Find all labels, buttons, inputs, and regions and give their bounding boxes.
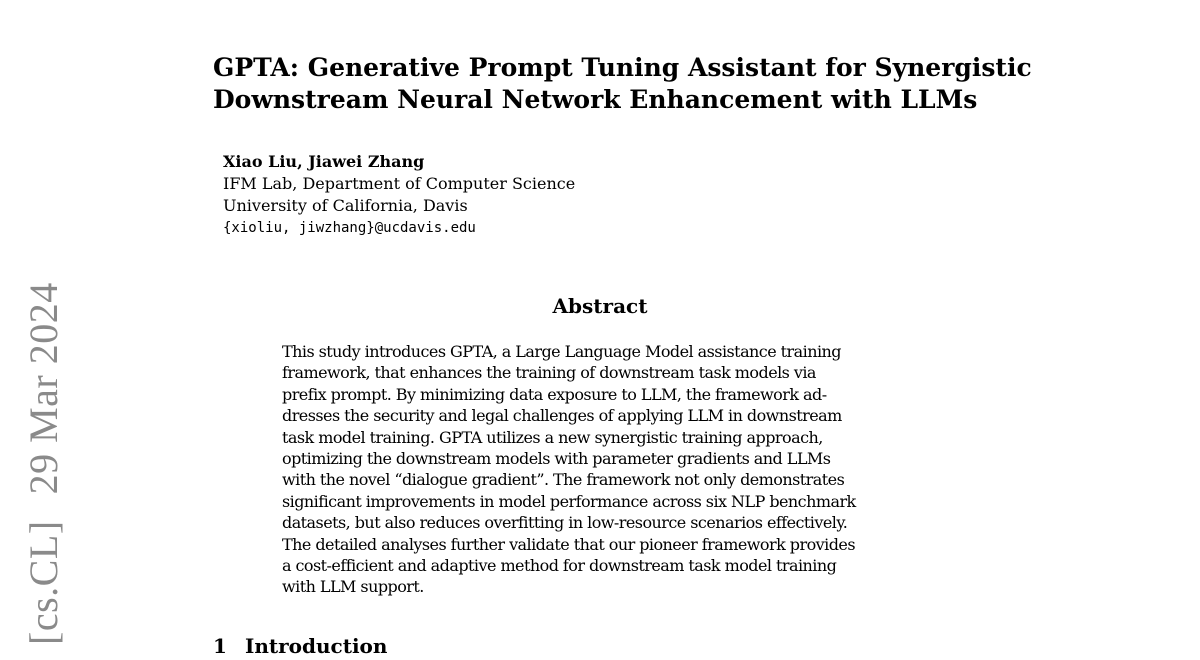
title-line: Downstream Neural Network Enhancement with LLMs <box>213 85 978 114</box>
title-line: GPTA: Generative Prompt Tuning Assistant for Synergistic <box>213 53 1032 82</box>
abstract-line: with LLM support. <box>282 577 424 597</box>
abstract-heading: Abstract <box>552 294 648 318</box>
abstract-line: datasets, but also reduces overfitting in low-resource scenarios effectively. <box>282 513 848 533</box>
abstract-line: optimizing the downstream models with parameter gradients and LLMs <box>282 449 831 469</box>
arxiv-date: 29 Mar 2024 <box>21 282 66 495</box>
arxiv-category: [cs.CL] <box>21 520 66 645</box>
abstract-line: dresses the security and legal challenges of applying LLM in downstream <box>282 406 842 426</box>
section-title: Introduction <box>245 634 388 658</box>
abstract-line: prefix prompt. By minimizing data exposure to LLM, the framework ad- <box>282 384 827 404</box>
abstract-line: with the novel “dialogue gradient”. The framework not only demonstrates <box>282 470 845 490</box>
author-block <box>223 151 575 239</box>
author-email: {xioliu, jiwzhang}@ucdavis.edu <box>223 220 476 236</box>
abstract-line: significant improvements in model performance across six NLP benchmark <box>282 491 856 511</box>
arxiv-stamp <box>20 282 67 645</box>
affiliation-line: IFM Lab, Department of Computer Science <box>223 174 576 193</box>
abstract-line: framework, that enhances the training of downstream task models via <box>282 363 816 383</box>
section-number: 1 <box>213 634 227 658</box>
section-heading-introduction <box>213 632 387 660</box>
abstract-line: The detailed analyses further validate that our pioneer framework provides <box>282 534 855 554</box>
abstract-line: This study introduces GPTA, a Large Language Model assistance training <box>282 342 841 361</box>
paper-title <box>213 52 1033 116</box>
author-names: Xiao Liu, Jiawei Zhang <box>223 152 425 171</box>
abstract-body <box>282 341 942 598</box>
abstract-line: a cost-efficient and adaptive method for downstream task model training <box>282 556 837 576</box>
abstract-line: task model training. GPTA utilizes a new synergistic training approach, <box>282 427 823 447</box>
affiliation-line: University of California, Davis <box>223 196 468 215</box>
